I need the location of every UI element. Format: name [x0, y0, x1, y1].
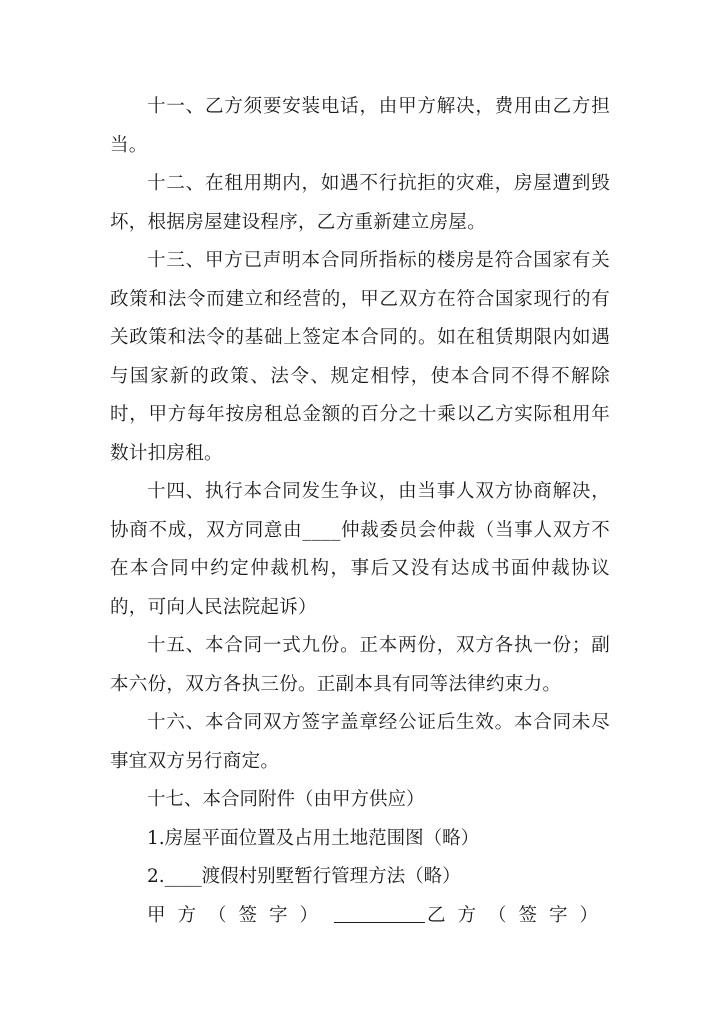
document-page [110, 88, 610, 935]
attachment-item-1: 1.房屋平面位置及占用土地范围图（略） [147, 827, 480, 849]
clause-16: 十六、本合同双方签字盖章经公证后生效。本合同未尽事宜双方另行商定。 [110, 712, 610, 772]
clause-13: 十三、甲方已声明本合同所指标的楼房是符合国家有关政策和法令而建立和经营的，甲乙双方在符合国家现行的有关政策和法令的基础上签定本合同的。如在租赁期限内如遇与国家新的政策、法令、规定相悖，使本合同不得不解除时，甲方每年按房租总金额的百分之十乘以乙方实际租用年数计扣房租。 [110, 250, 610, 464]
signature-blank-line [334, 902, 425, 923]
signature-row [110, 897, 610, 936]
clause-12: 十二、在租用期内，如遇不行抗拒的灾难，房屋遭到毁坏，根据房屋建设程序，乙方重新建立房屋。 [110, 173, 610, 233]
party-b-signature-label: 乙方（签字） [426, 904, 610, 926]
attachments-heading: 十七、本合同附件（由甲方供应） [147, 789, 425, 810]
attachment-item-2: 2.____渡假村别墅暂行管理方法（略） [147, 866, 461, 887]
clause-15: 十五、本合同一式九份。正本两份，双方各执一份；副本六份，双方各执三份。正副本具有同等法律约束力。 [110, 635, 610, 695]
party-a-signature-label: 甲方（签字） [147, 904, 331, 926]
clause-11: 十一、乙方须要安装电话，由甲方解决，费用由乙方担当。 [110, 96, 610, 156]
clause-14: 十四、执行本合同发生争议，由当事人双方协商解决，协商不成，双方同意由____仲裁委员会仲裁（当事人双方不在本合同中约定仲裁机构，事后又没有达成书面仲裁协议的，可向人民法院起诉） [110, 481, 610, 618]
